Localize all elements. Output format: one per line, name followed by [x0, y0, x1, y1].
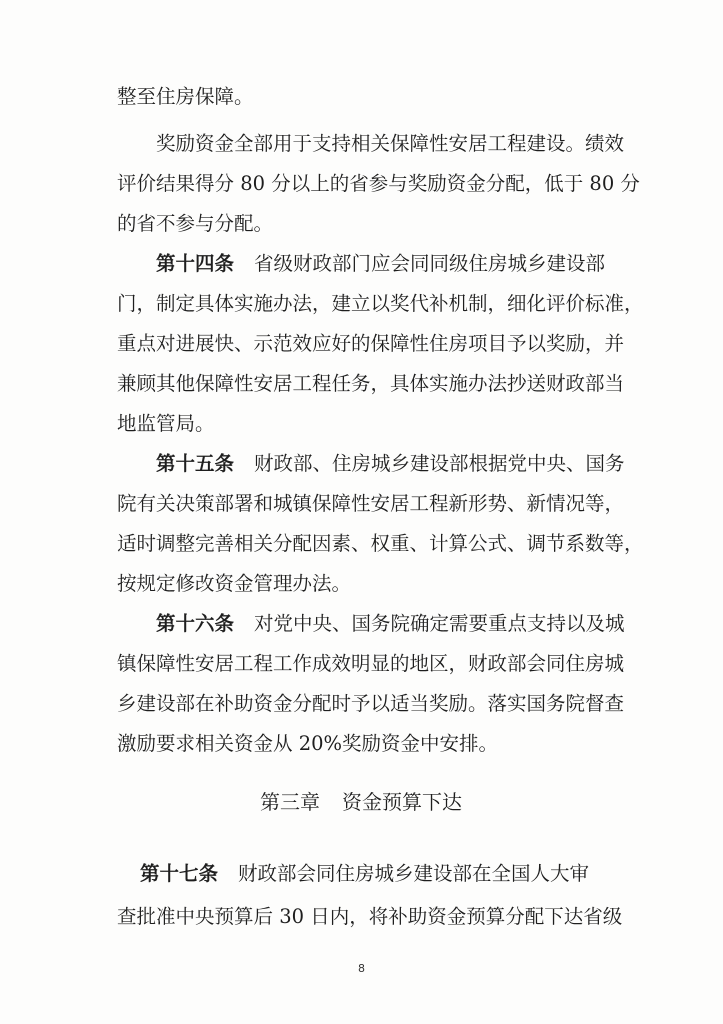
article-heading: 第十七条: [140, 862, 219, 885]
article-heading: 第十六条: [156, 612, 235, 635]
article-heading: 第十四条: [156, 252, 235, 275]
chapter-title: 资金预算下达: [342, 790, 462, 814]
text-line: 重点对进展快、示范效应好的保障性住房项目予以奖励，并: [117, 332, 625, 355]
text-line: 兼顾其他保障性安居工程任务，具体实施办法抄送财政部当: [117, 372, 625, 395]
article-first-line: [156, 612, 625, 636]
text-line: 门，制定具体实施办法，建立以奖代补机制，细化评价标准，: [117, 292, 644, 315]
text-line: 镇保障性安居工程工作成效明显的地区，财政部会同住房城: [117, 652, 625, 675]
article-first-line: [156, 252, 605, 276]
text-line: 查批准中央预算后 30 日内，将补助资金预算分配下达省级: [117, 905, 623, 928]
text-line: 适时调整完善相关分配因素、权重、计算公式、调节系数等，: [117, 532, 644, 555]
text-line: 院有关决策部署和城镇保障性安居工程新形势、新情况等，: [117, 492, 625, 515]
text-line: 奖励资金全部用于支持相关保障性安居工程建设。绩效: [156, 132, 625, 155]
article-text: 财政部、住房城乡建设部根据党中央、国务: [254, 452, 625, 475]
page-number: 8: [358, 962, 365, 975]
article-first-line: [140, 862, 589, 886]
article-text: 对党中央、国务院确定需要重点支持以及城: [254, 612, 625, 635]
article-text: 省级财政部门应会同同级住房城乡建设部: [254, 252, 606, 275]
text-line: 乡建设部在补助资金分配时予以适当奖励。落实国务院督查: [117, 692, 625, 715]
text-line: 的省不参与分配。: [117, 212, 274, 235]
article-text: 财政部会同住房城乡建设部在全国人大审: [238, 862, 590, 885]
chapter-number: 第三章: [260, 790, 320, 814]
article-first-line: [156, 452, 625, 476]
text-line: 地监管局。: [117, 412, 215, 435]
chapter-heading: [260, 789, 462, 815]
text-line: 激励要求相关资金从 20%奖励资金中安排。: [117, 732, 499, 755]
article-heading: 第十五条: [156, 452, 235, 475]
text-line: 按规定修改资金管理办法。: [117, 572, 352, 595]
text-line: 整至住房保障。: [117, 85, 254, 108]
text-line: 评价结果得分 80 分以上的省参与奖励资金分配，低于 80 分: [117, 172, 640, 195]
